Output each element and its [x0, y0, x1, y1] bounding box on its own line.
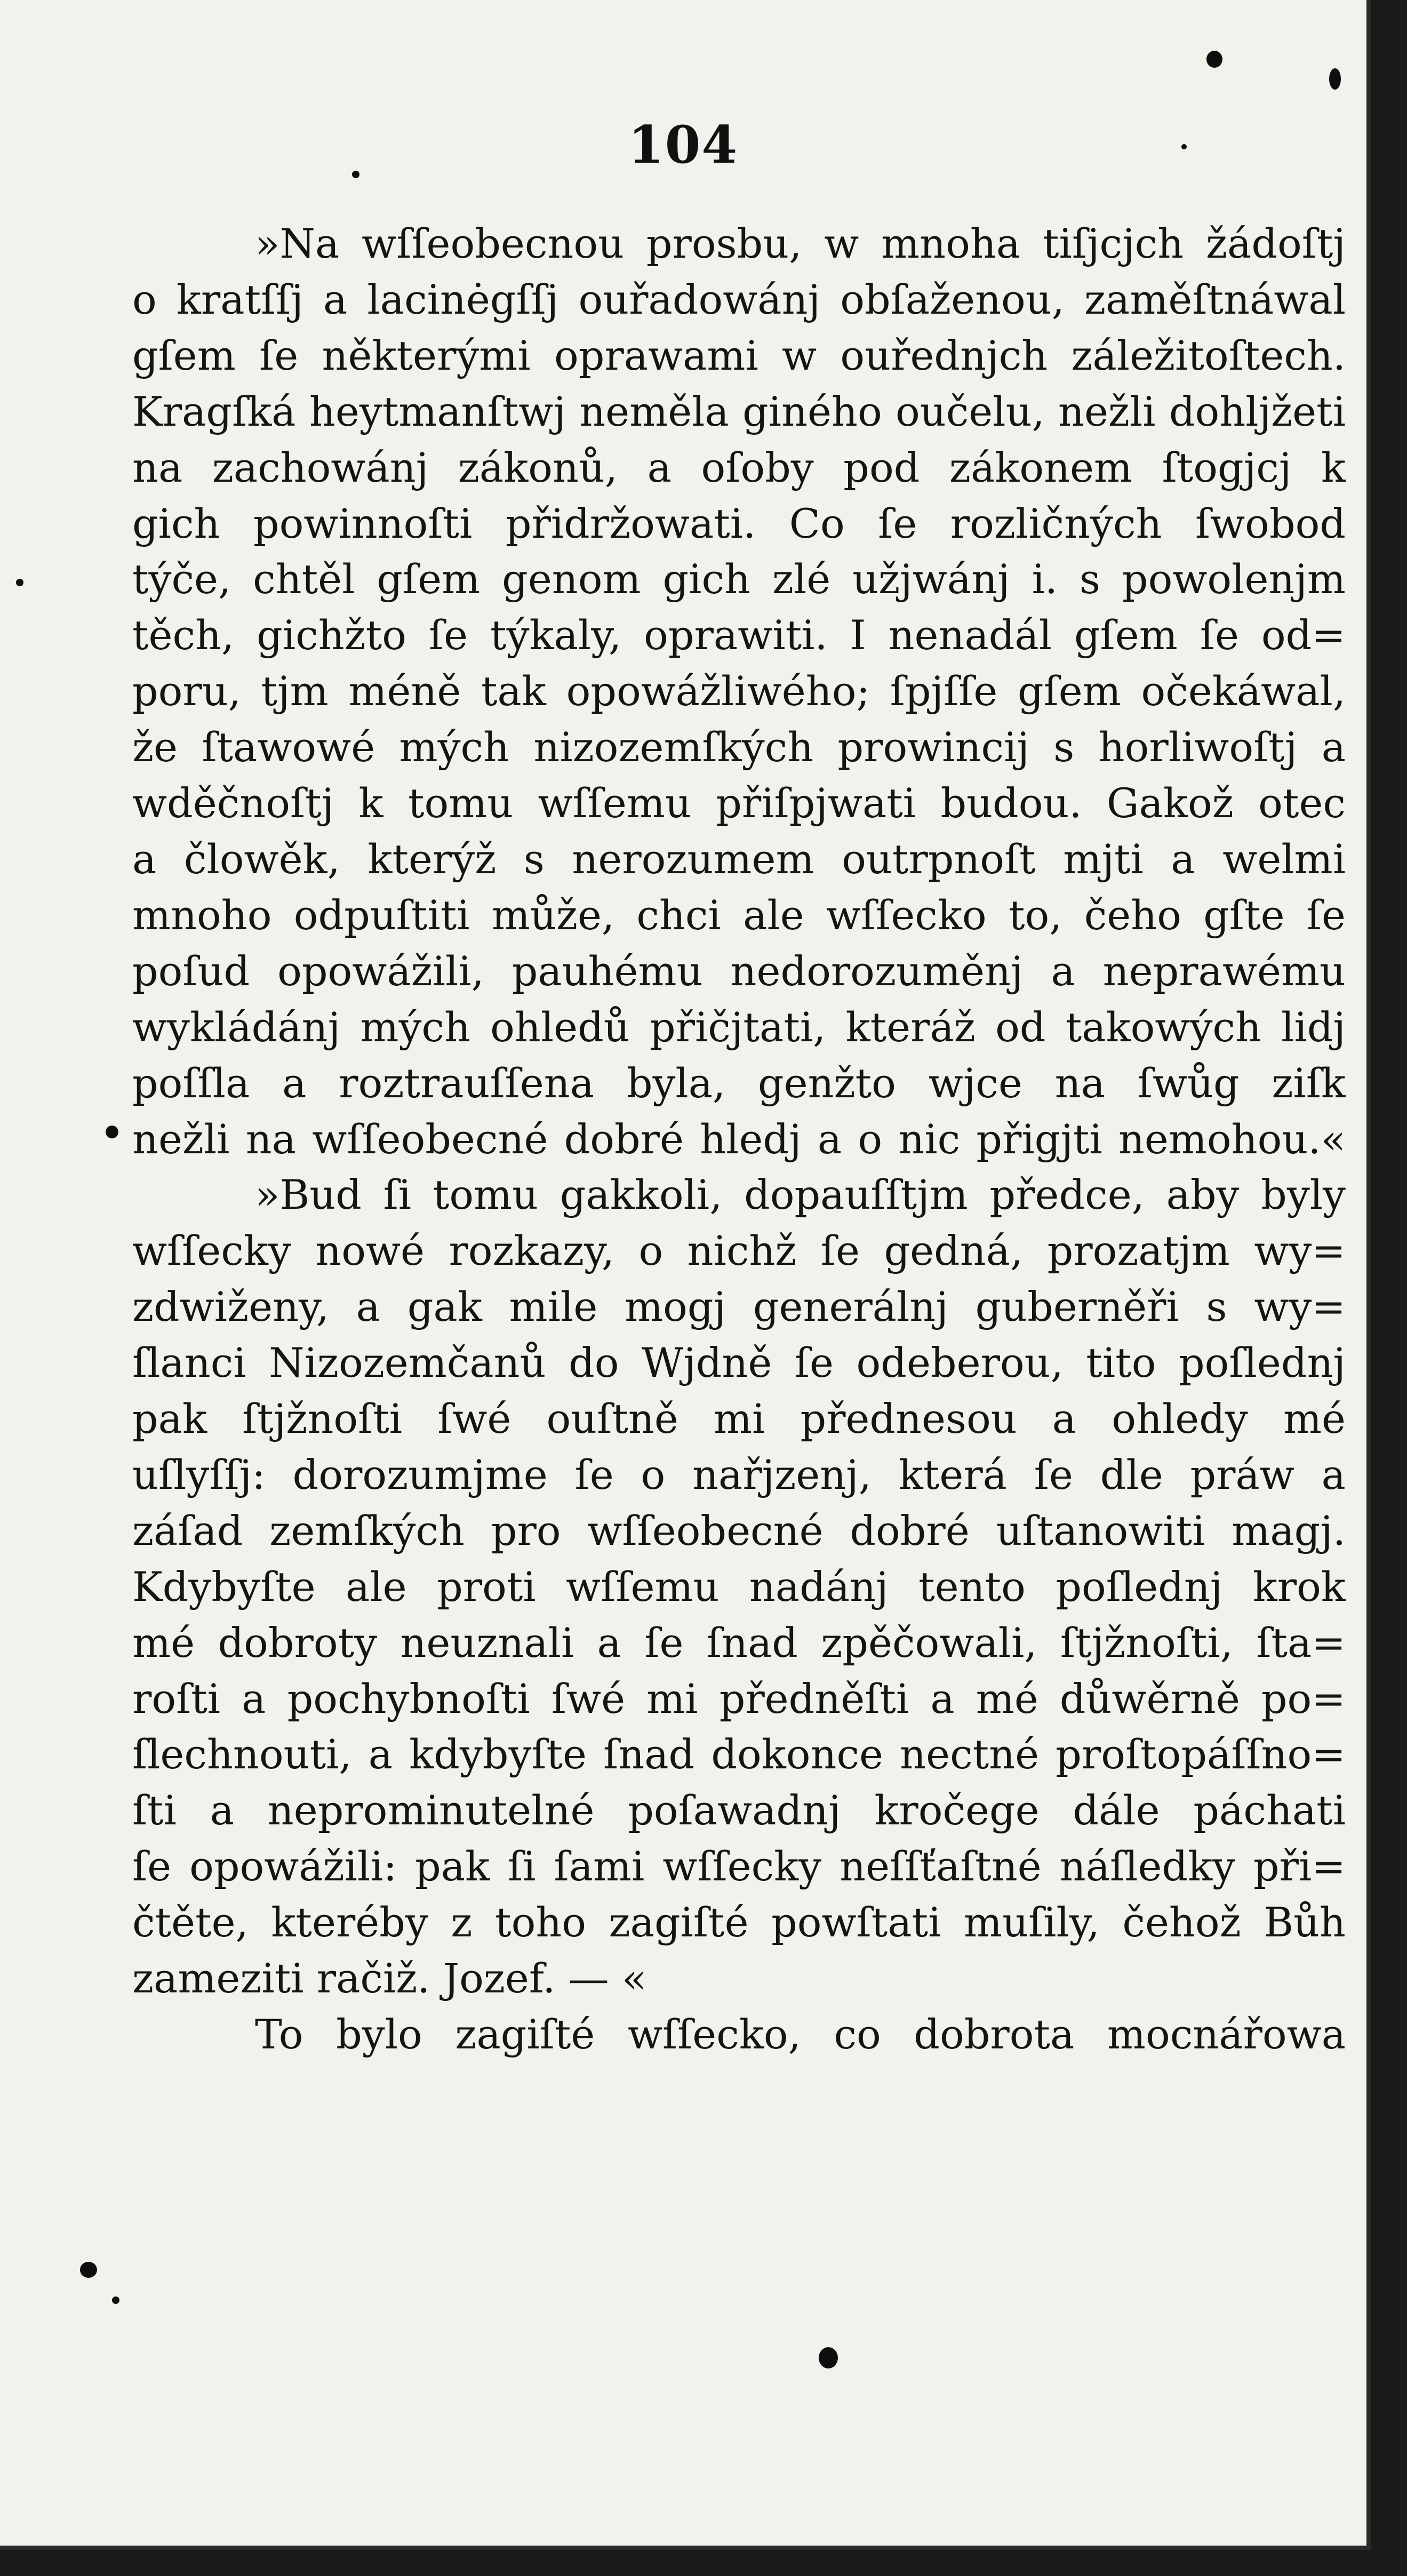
text-line: »Na wſſeobecnou prosbu, w mnoha tiſjcjch žádoſtj: [255, 220, 1346, 267]
scan-speck: [352, 171, 359, 178]
text-line: poru, tjm méně tak opowážliwého; ſpjſſe gſem očekáwal,: [132, 667, 1346, 715]
text-line: záſad zemſkých pro wſſeobecné dobré uſtanowiti magj.: [132, 1506, 1346, 1554]
scan-speck: [1206, 51, 1222, 68]
scan-speck: [1329, 68, 1341, 90]
text-line: poſſla a roztrauſſena byla, genžto wjce na ſwůg ziſk: [132, 1059, 1346, 1107]
text-line: ſlanci Nizozemčanů do Wjdně ſe odeberou, tito poſlednj: [132, 1339, 1346, 1387]
text-line: ſe opowážili: pak ſi ſami wſſecky neſſťaſtné náſledky při=: [132, 1843, 1346, 1891]
scan-speck: [106, 1126, 118, 1138]
text-line: poſud opowážili, pauhému nedorozuměnj a neprawému: [132, 947, 1346, 995]
text-line: týče, chtěl gſem genom gich zlé užjwánj i. s powolenjm: [132, 555, 1346, 603]
text-line: o kratſſj a lacinėgſſj ouřadowánj obſaženou, zaměſtnáwal: [132, 275, 1346, 323]
body-text: [132, 216, 1346, 2063]
text-line: a člowěk, kterýž s nerozumem outrpnoſt mjti a welmi: [132, 835, 1346, 883]
text-line: gſem ſe některými oprawami w ouřednjch záležitoſtech.: [132, 331, 1346, 379]
text-line: zameziti račiž. Jozef. — «: [132, 1955, 647, 2003]
text-line: ſti a neprominutelné poſawadnj kročege dále páchati: [132, 1787, 1346, 1835]
text-line: uſlyſſj: dorozumjme ſe o nařjzenj, která ſe dle práw a: [132, 1450, 1346, 1498]
text-line: pak ſtjžnoſti ſwé ouſtně mi přednesou a ohledy mé: [132, 1395, 1346, 1443]
text-line: Kdybyſte ale proti wſſemu nadánj tento poſlednj krok: [132, 1562, 1346, 1610]
scan-speck: [16, 579, 23, 586]
text-line: »Bud ſi tomu gakkoli, dopauſſtjm předce, aby byly: [255, 1171, 1346, 1219]
text-line: mnoho odpuſtiti může, chci ale wſſecko to, čeho gſte ſe: [132, 891, 1346, 939]
text-line: mé dobroty neuznali a ſe ſnad zpěčowali, ſtjžnoſti, ſta=: [132, 1618, 1346, 1666]
text-line: zdwiženy, a gak mile mogj generálnj guberněři s wy=: [132, 1283, 1346, 1331]
text-line: na zachowánj zákonů, a oſoby pod zákonem ſtogjcj k: [132, 443, 1346, 491]
text-line: roſti a pochybnoſti ſwé mi předněſti a mé důwěrně po=: [132, 1674, 1346, 1722]
scan-speck: [112, 2296, 119, 2304]
scan-speck: [1181, 144, 1187, 149]
text-line: wſſecky nowé rozkazy, o nichž ſe gedná, prozatjm wy=: [132, 1227, 1346, 1275]
text-line: ſlechnouti, a kdybyſte ſnad dokonce nectné proſtopáſſno=: [132, 1730, 1346, 1779]
text-line: gich powinnoſti přidržowati. Co ſe rozličných ſwobod: [132, 499, 1346, 547]
text-line: čtěte, kteréby z toho zagiſté powſtati muſily, čehož Bůh: [132, 1899, 1346, 1947]
text-line: wděčnoſtj k tomu wſſemu přiſpjwati budou. Gakož otec: [132, 779, 1346, 827]
scan-speck: [80, 2262, 97, 2278]
text-line: wykládánj mých ohledů přičjtati, kteráž od takowých lidj: [132, 1003, 1346, 1051]
text-line: nežli na wſſeobecné dobré hledj a o nic přigjti nemohou.«: [132, 1115, 1346, 1163]
scan-speck: [819, 2347, 838, 2368]
page-number: 104: [628, 115, 739, 175]
text-line: Kragſká heytmanſtwj neměla giného oučelu, nežli dohljžeti: [132, 387, 1346, 435]
text-line: že ſtawowé mých nizozemſkých prowincij s horliwoſtj a: [132, 723, 1346, 771]
text-line: těch, gichžto ſe týkaly, oprawiti. I nenadál gſem ſe od=: [132, 611, 1346, 659]
text-line: To bylo zagiſté wſſecko, co dobrota mocnářowa: [255, 2011, 1346, 2058]
